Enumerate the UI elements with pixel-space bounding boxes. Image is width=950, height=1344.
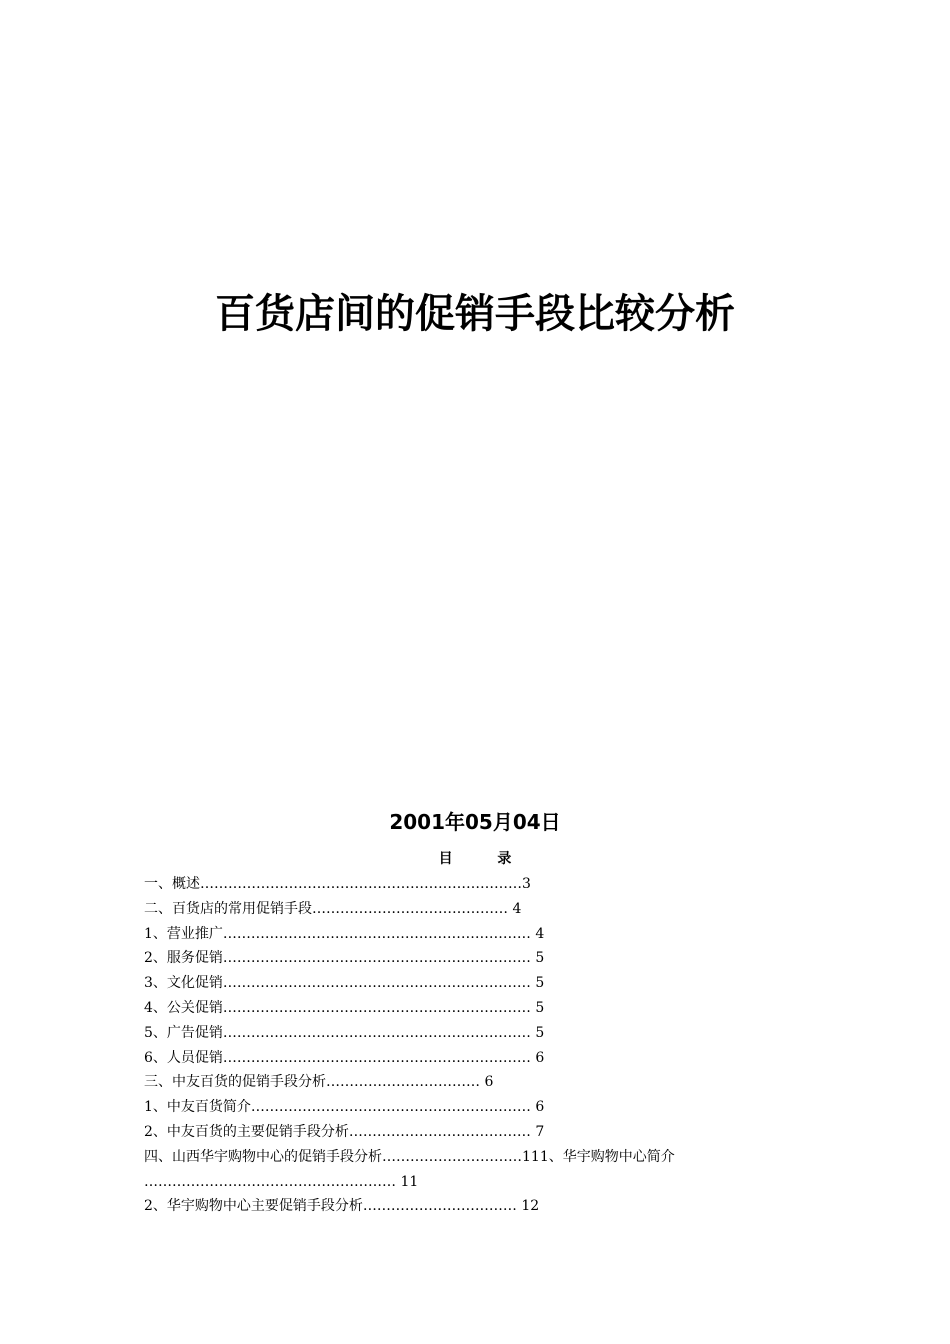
table-of-contents [144,872,824,1219]
toc-entry-huayu-main-methods[interactable]: 2、华宇购物中心主要促销手段分析…………………………… 12 [144,1198,540,1215]
toc-entry-zhongyou-intro[interactable]: 1、中友百货简介…………………………………………………… 6 [144,1099,545,1116]
toc-entry-personal-selling[interactable]: 6、人员促销………………………………………………………… 6 [144,1049,545,1066]
toc-entry-pr-promotion[interactable]: 4、公关促销………………………………………………………… 5 [144,999,545,1016]
toc-entry-advertising-promotion[interactable]: 5、广告促销………………………………………………………… 5 [144,1024,545,1041]
toc-entry-common-promotion-methods[interactable]: 二、百货店的常用促销手段…………………………………… 4 [144,900,522,917]
toc-entry-zhongyou-main-methods[interactable]: 2、中友百货的主要促销手段分析………………………………… 7 [144,1123,545,1140]
toc-entry-huayu-analysis[interactable]: 四、山西华宇购物中心的促销手段分析…………………………111、华宇购物中心简介 [144,1148,675,1165]
document-title: 百货店间的促销手段比较分析 [215,291,735,337]
document-date: 2001年05月04日 [389,810,561,834]
toc-entry-sales-promotion[interactable]: 1、营业推广………………………………………………………… 4 [144,925,545,942]
toc-entry-service-promotion[interactable]: 2、服务促销………………………………………………………… 5 [144,950,545,967]
toc-entry-huayu-intro-continued[interactable]: ……………………………………………… 11 [144,1173,419,1190]
toc-entry-overview[interactable]: 一、概述……………………………………………………………3 [144,876,531,892]
toc-heading: 目 录 [438,851,532,867]
toc-entry-zhongyou-analysis[interactable]: 三、中友百货的促销手段分析…………………………… 6 [144,1074,494,1091]
toc-entry-cultural-promotion[interactable]: 3、文化促销………………………………………………………… 5 [144,975,545,992]
